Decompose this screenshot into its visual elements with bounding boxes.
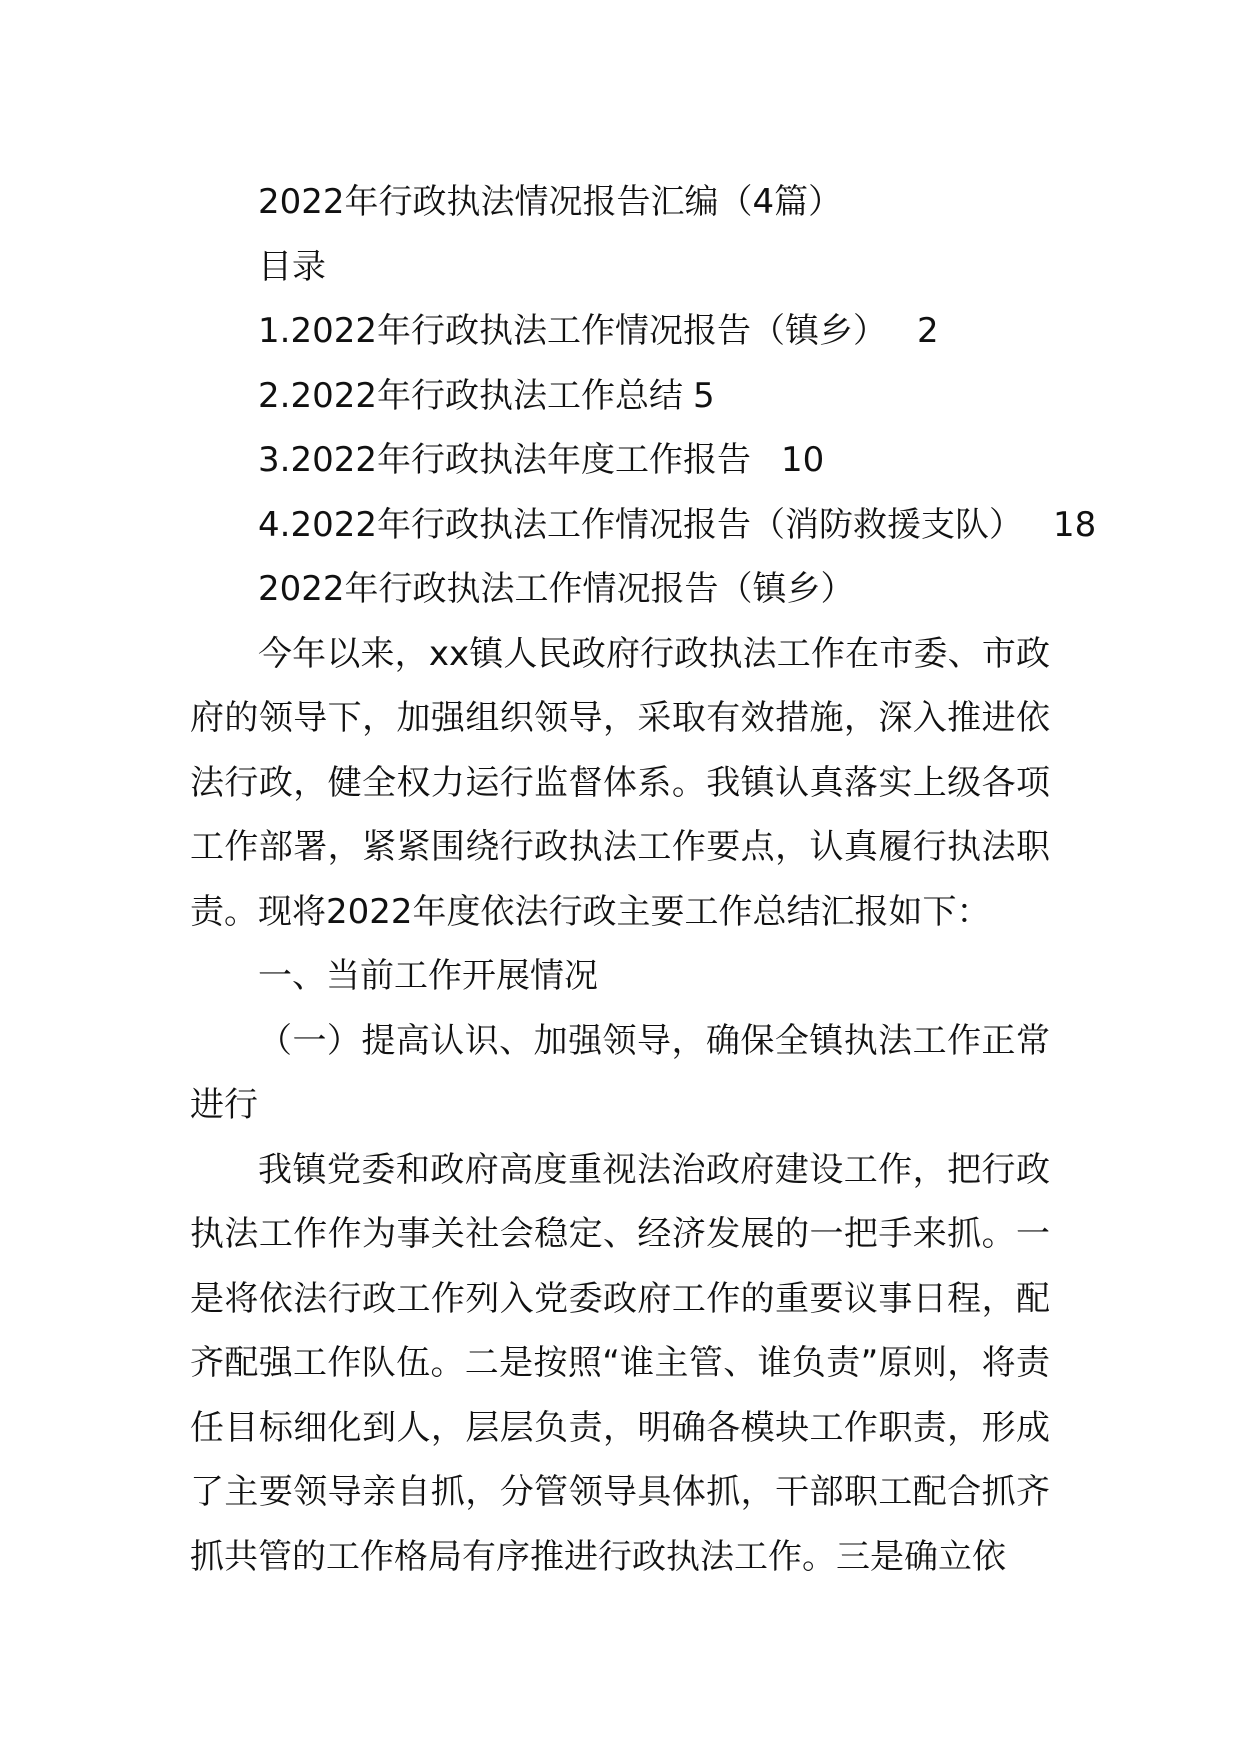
document-title: 2022年行政执法情况报告汇编（4篇）: [258, 182, 843, 222]
toc-item-page: 2: [916, 311, 939, 351]
document-content: [190, 170, 1097, 1589]
toc-item: [190, 364, 1050, 429]
toc-item-page: 5: [692, 375, 715, 416]
article-title: 2022年行政执法工作情况报告（镇乡）: [258, 569, 855, 609]
toc-item: [190, 299, 1050, 364]
intro-paragraph: 今年以来，xx镇人民政府行政执法工作在市委、市政府的领导下，加强组织领导，采取有效措施，深入推进依法行政，健全权力运行监督体系。我镇认真落实上级各项工作部署，紧紧围绕行政执法工作要点，认真履行执法职责。现将2022年度依法行政主要工作总结汇报如下：: [190, 633, 1050, 932]
toc-item: [190, 493, 1097, 558]
toc-item-page: 18: [1052, 504, 1097, 545]
toc-item-label: 4.2022年行政执法工作情况报告（消防救援支队）: [258, 504, 1023, 545]
toc-item-label: 1.2022年行政执法工作情况报告（镇乡）: [258, 311, 887, 351]
toc-heading: 目录: [258, 246, 326, 287]
subsection-heading: （一）提高认识、加强领导，确保全镇执法工作正常进行: [190, 1020, 1050, 1125]
section-heading: 一、当前工作开展情况: [258, 956, 598, 996]
toc-item-label: 3.2022年行政执法年度工作报告: [258, 440, 751, 480]
body-paragraph: 我镇党委和政府高度重视法治政府建设工作，把行政执法工作作为事关社会稳定、经济发展的一把手来抓。一是将依法行政工作列入党委政府工作的重要议事日程，配齐配强工作队伍。二是按照“谁主管、谁负责”原则，将责任目标细化到人，层层负责，明确各模块工作职责，形成了主要领导亲自抓，分管领导具体抓，干部职工配合抓齐抓共管的工作格局有序推进行政执法工作。三是确立依: [190, 1149, 1050, 1577]
toc-item-page: 10: [780, 440, 825, 480]
toc-item-label: 2.2022年行政执法工作总结: [258, 375, 683, 416]
toc-item: [190, 428, 1050, 493]
